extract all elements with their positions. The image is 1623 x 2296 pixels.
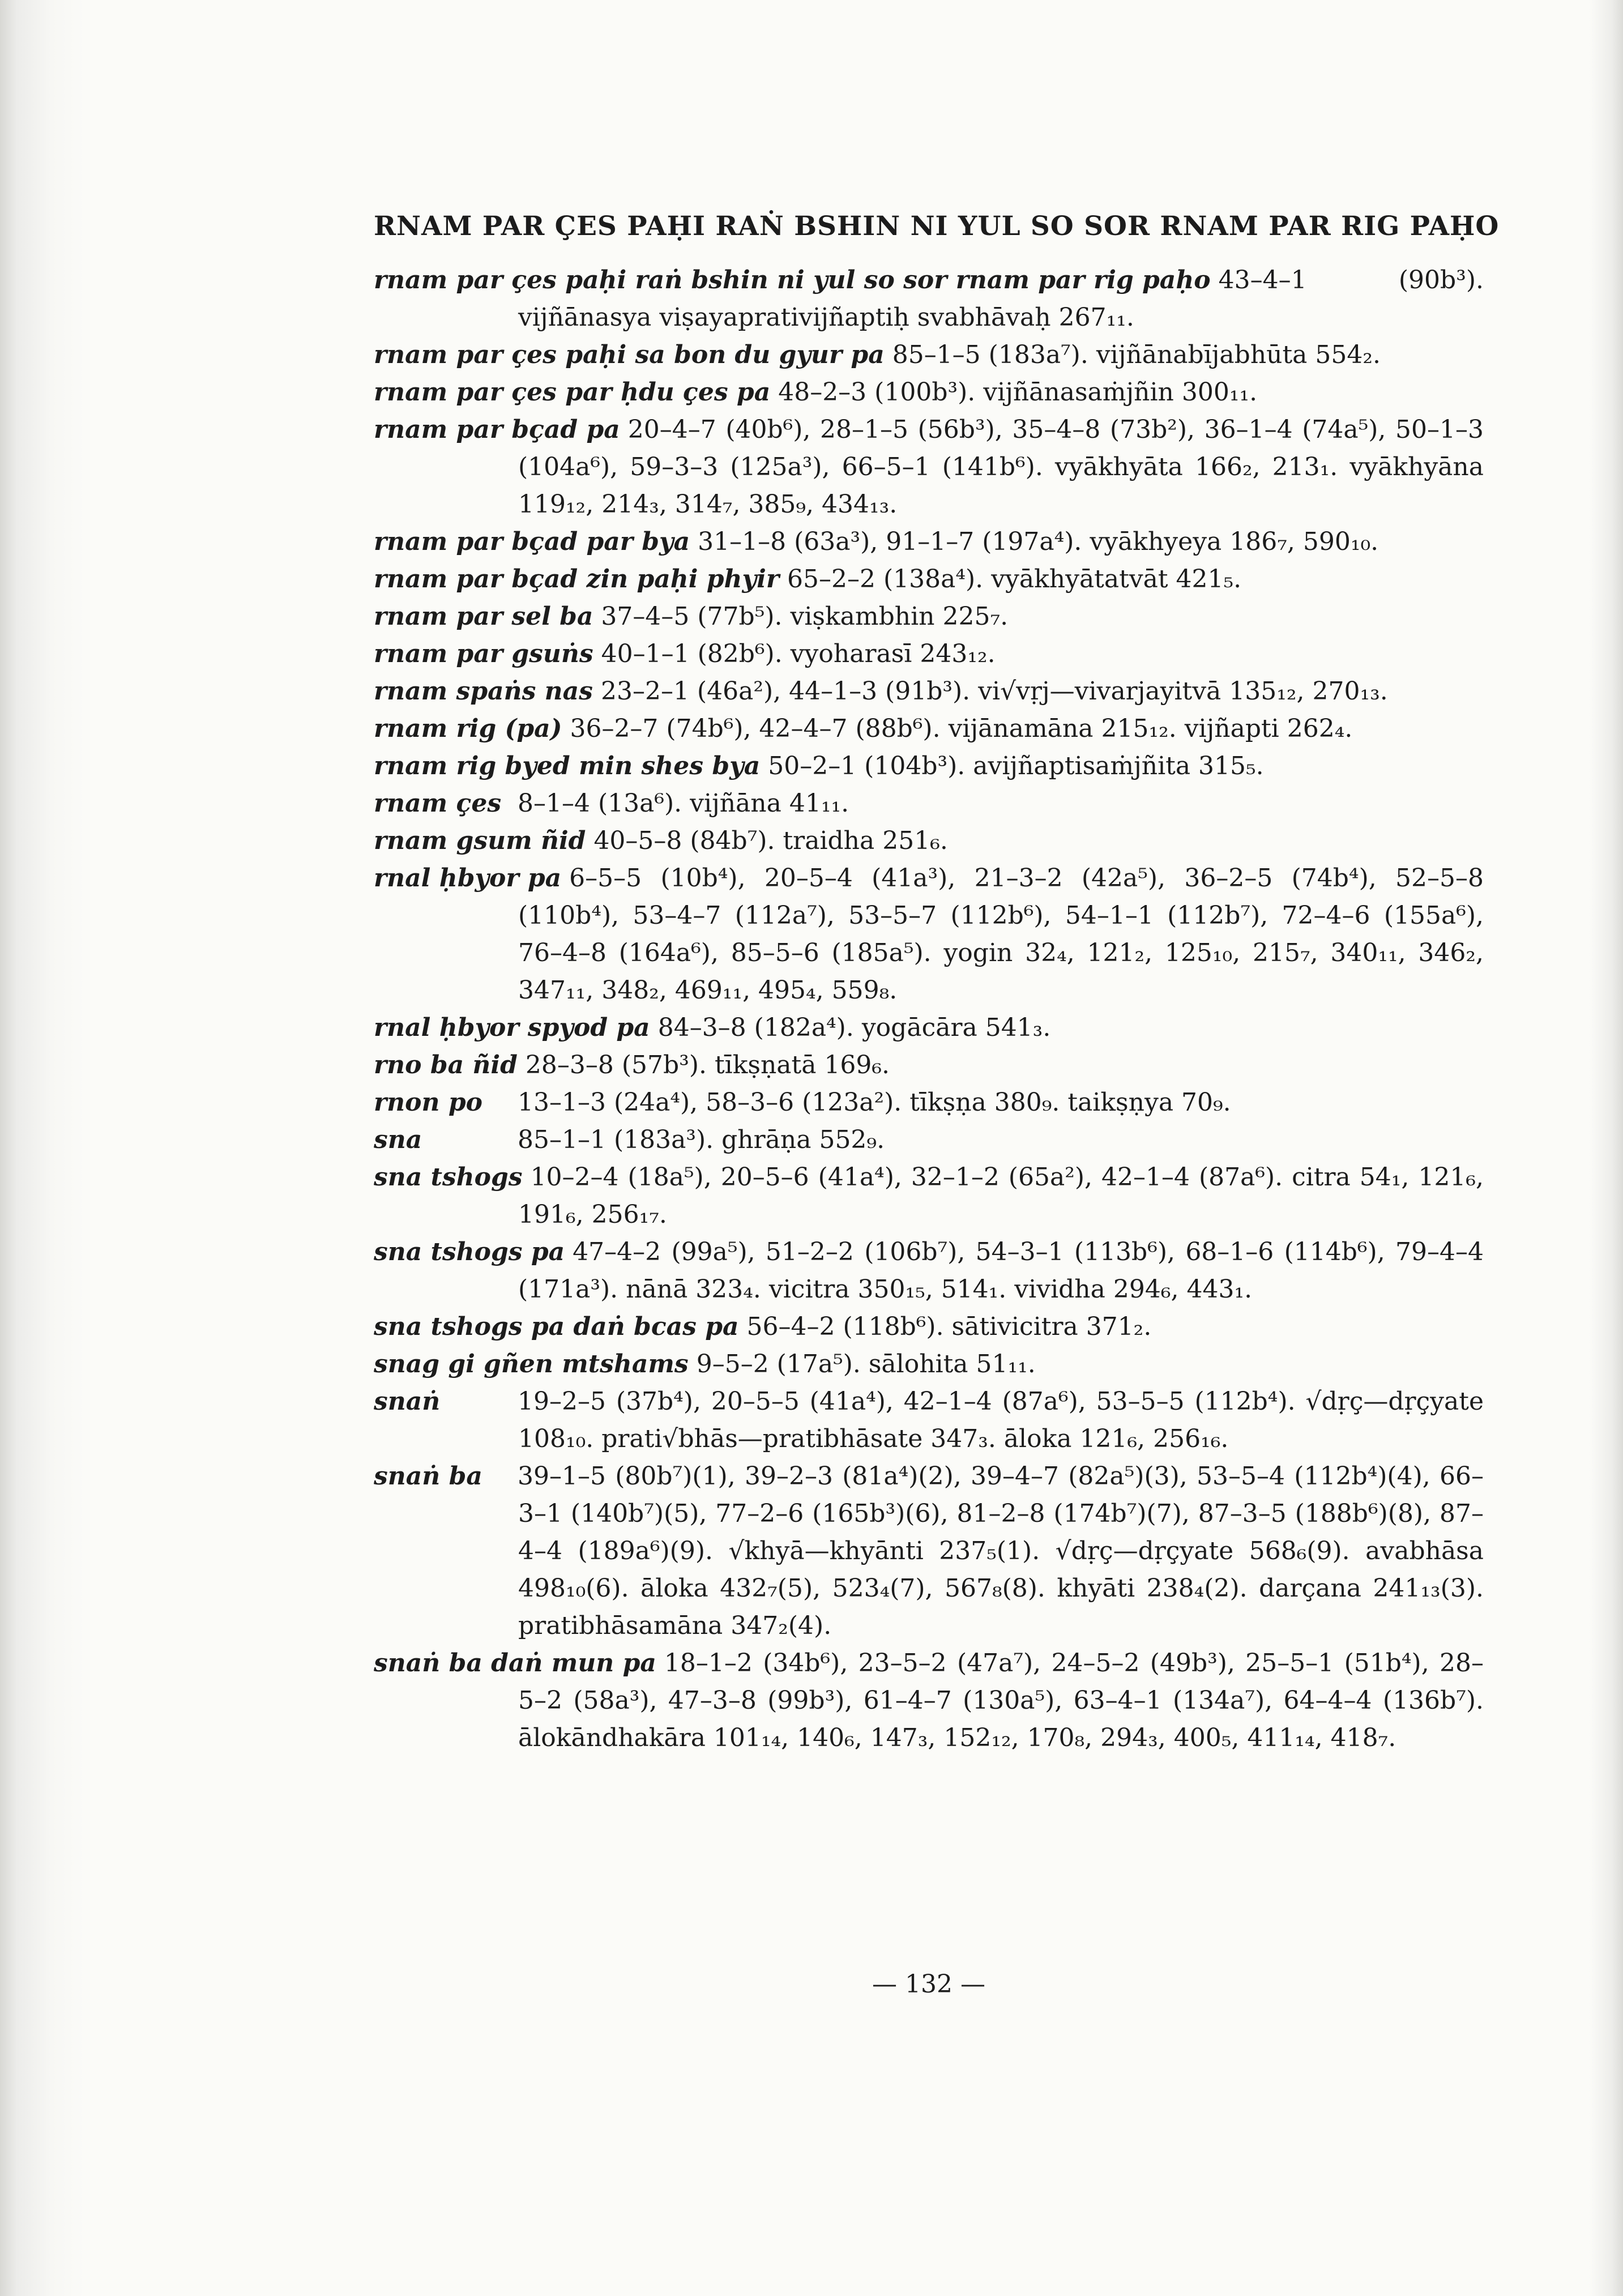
entry-headword: rnam par bçad zin paḥi phyir: [374, 565, 780, 594]
entry-references: 85–1–1 (183a³). ghrāṇa 552₉.: [518, 1125, 885, 1154]
entry-headword: rnam gsum ñid: [374, 826, 586, 855]
entry-references: 18–1–2 (34b⁶), 23–5–2 (47a⁷), 24–5–2 (49b³), 25–5–1 (51b⁴), 28–5–2 (58a³), 47–3–8 (99b³), 61–4–7 (130a⁵), 63–4–1 (134a⁷), 64–4–4 (136b⁷). ālokāndhakāra 101₁₄, 140₆, 147₃, 152₁₂, 170₈, 294₃, 400₅, 411₁₄, 418₇.: [518, 1649, 1484, 1752]
entry-headword: sna tshogs: [374, 1163, 523, 1192]
entry-headword: sna: [374, 1125, 422, 1154]
scan-edge-left: [0, 0, 85, 2296]
entry-headword: snaṅ ba: [374, 1462, 482, 1491]
dictionary-entry: [374, 673, 1484, 710]
entry-references: 40–1–1 (82b⁶). vyoharasī 243₁₂.: [601, 639, 996, 668]
entry-headword: rnam rig byed min shes bya: [374, 752, 761, 780]
dictionary-entry: [374, 1047, 1484, 1084]
entry-references: 85–1–5 (183a⁷). vijñānabījabhūta 554₂.: [892, 340, 1381, 369]
dictionary-entry: [374, 785, 1484, 822]
entry-references: 10–2–4 (18a⁵), 20–5–6 (41a⁴), 32–1–2 (65a²), 42–1–4 (87a⁶). citra 54₁, 121₆, 191₆, 256₁₇.: [518, 1163, 1484, 1229]
entry-references: 31–1–8 (63a³), 91–1–7 (197a⁴). vyākhyeya 186₇, 590₁₀.: [698, 527, 1379, 556]
entry-references: 50–2–1 (104b³). avijñaptisaṁjñita 315₅.: [768, 752, 1264, 780]
dictionary-entry: [374, 748, 1484, 785]
entry-headword: rnam par sel ba: [374, 602, 593, 631]
page-number: — 132 —: [872, 1970, 985, 1999]
dictionary-entry: [374, 1308, 1484, 1346]
entry-references: 40–5–8 (84b⁷). traidha 251₆.: [593, 826, 948, 855]
dictionary-entry: [374, 523, 1484, 561]
entry-references: 39–1–5 (80b⁷)(1), 39–2–3 (81a⁴)(2), 39–4–7 (82a⁵)(3), 53–5–4 (112b⁴)(4), 66–3–1 (140b⁷)(5), 77–2–6 (165b³)(6), 81–2–8 (174b⁷)(7), 87–3–5 (188b⁶)(8), 87–4–4 (189a⁶)(9). √khyā—khyānti 237₅(1). √dṛç—dṛçyate 568₆(9). avabhāsa 498₁₀(6). āloka 432₇(5), 523₄(7), 567₈(8). khyāti 238₄(2). darçana 241₁₃(3). pratibhāsamāna 347₂(4).: [518, 1462, 1484, 1640]
dictionary-entry: [374, 411, 1484, 523]
entry-headword: rnal ḥbyor spyod pa: [374, 1013, 650, 1042]
dictionary-entry: [374, 1383, 1484, 1458]
dictionary-entry: [374, 1084, 1484, 1121]
entry-headword: rnam rig (pa): [374, 714, 562, 743]
entry-headword: snaṅ: [374, 1387, 441, 1416]
page-title: RNAM PAR ÇES PAḤI RAṄ BSHIN NI YUL SO SOR RNAM PAR RIG PAḤO: [374, 211, 1500, 242]
entry-references: 6–5–5 (10b⁴), 20–5–4 (41a³), 21–3–2 (42a⁵), 36–2–5 (74b⁴), 52–5–8 (110b⁴), 53–4–7 (112a⁷), 53–5–7 (112b⁶), 54–1–1 (112b⁷), 72–4–6 (155a⁶), 76–4–8 (164a⁶), 85–5–6 (185a⁵). yogin 32₄, 121₂, 125₁₀, 215₇, 340₁₁, 346₂, 347₁₁, 348₂, 469₁₁, 495₄, 559₈.: [518, 864, 1484, 1005]
entry-references: 37–4–5 (77b⁵). viṣkambhin 225₇.: [601, 602, 1009, 631]
entry-headword: sna tshogs pa: [374, 1237, 565, 1266]
dictionary-entry: [374, 262, 1484, 336]
entry-references: 23–2–1 (46a²), 44–1–3 (91b³). vi√vṛj—vivarjayitvā 135₁₂, 270₁₃.: [600, 677, 1388, 706]
dictionary-entry: [374, 1346, 1484, 1383]
dictionary-entry: [374, 336, 1484, 374]
dictionary-entry: [374, 1121, 1484, 1159]
entry-headword: sna tshogs pa daṅ bcas pa: [374, 1312, 739, 1341]
entry-headword: rnam par bçad par bya: [374, 527, 690, 556]
entry-headword: rno ba ñid: [374, 1051, 518, 1079]
entry-references: 48–2–3 (100b³). vijñānasaṁjñin 300₁₁.: [778, 378, 1258, 407]
entry-references: 19–2–5 (37b⁴), 20–5–5 (41a⁴), 42–1–4 (87a⁶), 53–5–5 (112b⁴). √dṛç—dṛçyate 108₁₀. prati√bhās—pratibhāsate 347₃. āloka 121₆, 256₁₆.: [518, 1387, 1484, 1453]
dictionary-entry: [374, 1645, 1484, 1757]
dictionary-entry: [374, 374, 1484, 411]
entry-headword: rnal ḥbyor pa: [374, 864, 562, 893]
entry-references: 43–4–1 (90b³). vijñānasya viṣayaprativijñaptiḥ svabhāvaḥ 267₁₁.: [518, 266, 1484, 332]
dictionary-entry: [374, 598, 1484, 635]
entry-references: 9–5–2 (17a⁵). sālohita 51₁₁.: [696, 1350, 1036, 1379]
dictionary-entries: [374, 262, 1484, 1757]
entry-headword: rnam par gsuṅs: [374, 639, 593, 668]
dictionary-entry: [374, 561, 1484, 598]
entry-headword: snaṅ ba daṅ mun pa: [374, 1649, 656, 1678]
dictionary-entry: [374, 822, 1484, 860]
dictionary-entry: [374, 635, 1484, 673]
entry-headword: rnam par bçad pa: [374, 415, 620, 444]
entry-headword: rnam par çes par ḥdu çes pa: [374, 378, 771, 407]
entry-headword: rnon po: [374, 1088, 482, 1117]
entry-headword: rnam par çes paḥi raṅ bshin ni yul so sor rnam par rig paḥo: [374, 266, 1211, 295]
entry-headword: rnam par çes paḥi sa bon du gyur pa: [374, 340, 885, 369]
entry-references: 20–4–7 (40b⁶), 28–1–5 (56b³), 35–4–8 (73b²), 36–1–4 (74a⁵), 50–1–3 (104a⁶), 59–3–3 (125a³), 66–5–1 (141b⁶). vyākhyāta 166₂, 213₁. vyākhyāna 119₁₂, 214₃, 314₇, 385₉, 434₁₃.: [518, 415, 1484, 519]
entry-references: 47–4–2 (99a⁵), 51–2–2 (106b⁷), 54–3–1 (113b⁶), 68–1–6 (114b⁶), 79–4–4 (171a³). nānā 323₄. vicitra 350₁₅, 514₁. vividha 294₆, 443₁.: [518, 1237, 1484, 1304]
dictionary-entry: [374, 710, 1484, 748]
entry-references: 28–3–8 (57b³). tīkṣṇatā 169₆.: [525, 1051, 890, 1079]
entry-references: 13–1–3 (24a⁴), 58–3–6 (123a²). tīkṣṇa 380₉. taikṣṇya 70₉.: [518, 1088, 1231, 1117]
entry-references: 56–4–2 (118b⁶). sātivicitra 371₂.: [746, 1312, 1152, 1341]
entry-references: 8–1–4 (13a⁶). vijñāna 41₁₁.: [518, 789, 849, 818]
entry-references: 84–3–8 (182a⁴). yogācāra 541₃.: [657, 1013, 1051, 1042]
dictionary-entry: [374, 860, 1484, 1009]
entry-headword: rnam spaṅs nas: [374, 677, 593, 706]
dictionary-entry: [374, 1009, 1484, 1047]
entry-references: 65–2–2 (138a⁴). vyākhyātatvāt 421₅.: [787, 565, 1242, 594]
entry-headword: rnam çes: [374, 789, 502, 818]
entry-headword: snag gi gñen mtshams: [374, 1350, 689, 1379]
dictionary-entry: [374, 1234, 1484, 1308]
entry-references: 36–2–7 (74b⁶), 42–4–7 (88b⁶). vijānamāna 215₁₂. vijñapti 262₄.: [570, 714, 1353, 743]
dictionary-entry: [374, 1458, 1484, 1645]
scan-edge-right: [1589, 0, 1623, 2296]
dictionary-entry: [374, 1159, 1484, 1234]
